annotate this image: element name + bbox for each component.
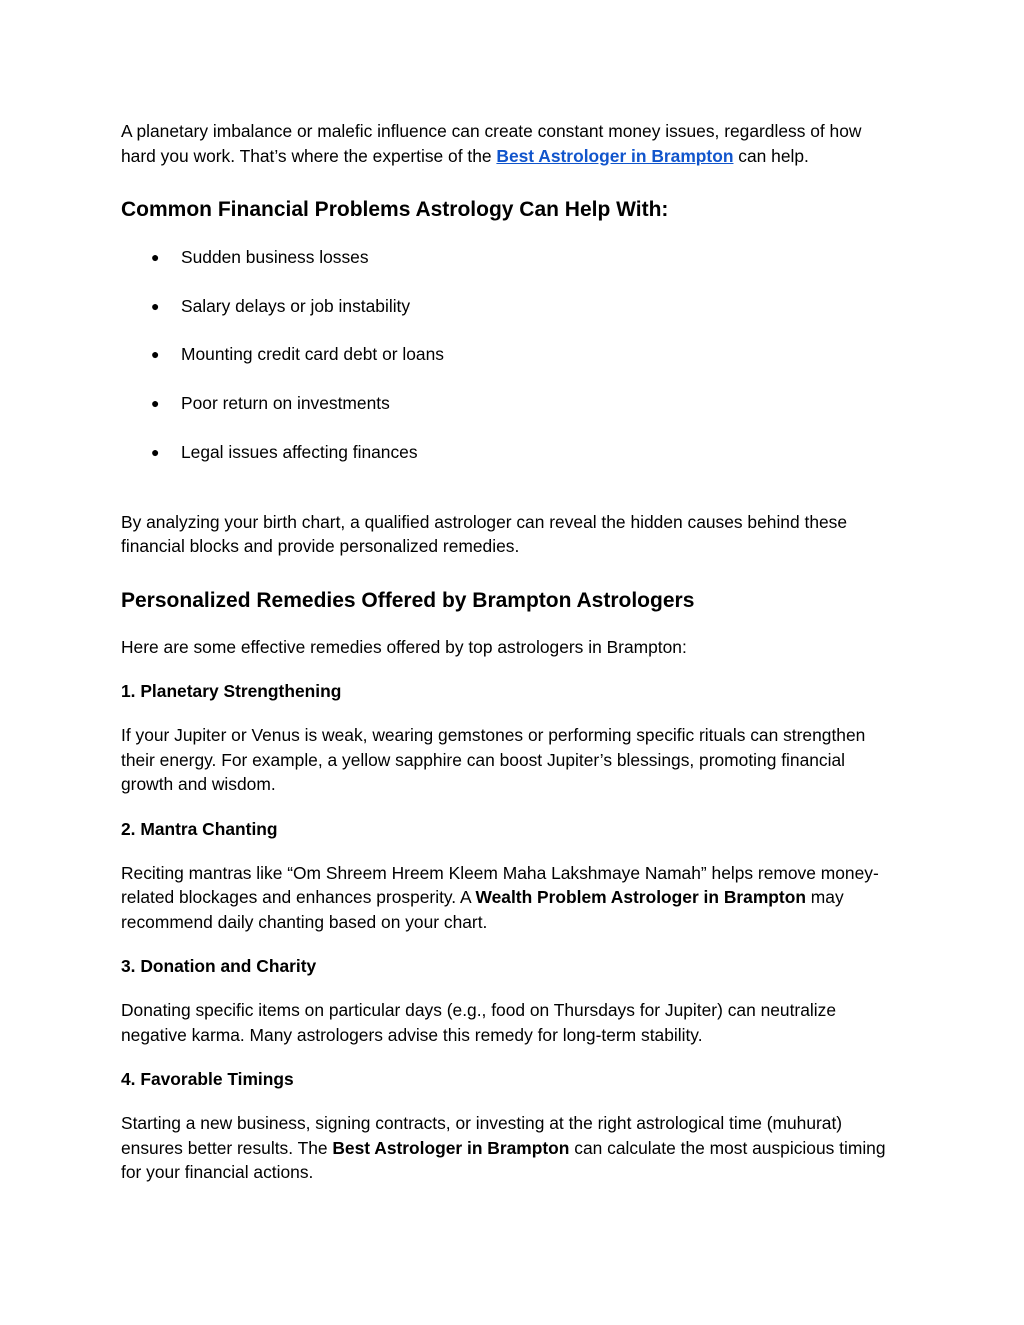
list-item-text: Legal issues affecting finances <box>181 441 418 462</box>
remedy-text-timings <box>121 1111 901 1185</box>
list-item <box>121 391 901 415</box>
remedy-title-planetary: 1. Planetary Strengthening <box>121 681 342 702</box>
remedy-title-donation: 3. Donation and Charity <box>121 956 317 977</box>
bullet-icon: ● <box>151 297 160 314</box>
list-item <box>121 342 901 366</box>
intro-text-after: can help. <box>733 145 809 166</box>
remedies-heading: Personalized Remedies Offered by Brampton Astrologers <box>121 588 695 612</box>
problems-list-wrap <box>121 245 901 464</box>
mantra-text-before: Reciting mantras like “Om Shreem Hreem Kleem Maha Lakshmaye Namah” helps remove money-related blockages and enhances prosperity. A <box>121 862 879 908</box>
analysis-paragraph: By analyzing your birth chart, a qualified astrologer can reveal the hidden causes behind these financial blocks and provide personalized remedies. <box>121 511 848 557</box>
timings-text-before: Starting a new business, signing contracts, or investing at the right astrological time (muhurat) ensures better results. The <box>121 1113 843 1158</box>
list-item <box>121 245 901 269</box>
remedy-text-donation: Donating specific items on particular days (e.g., food on Thursdays for Jupiter) can neutralize negative karma. Many astrologers advise this remedy for long-term stability. <box>121 1000 836 1045</box>
remedy-title-mantra: 2. Mantra Chanting <box>121 818 278 839</box>
list-item-text: Sudden business losses <box>181 247 369 267</box>
list-item-text: Poor return on investments <box>181 393 390 414</box>
document-page <box>121 119 901 1185</box>
remedy-text-mantra <box>121 861 901 935</box>
best-astrologer-bold: Best Astrologer in Brampton <box>332 1137 570 1158</box>
common-problems-heading: Common Financial Problems Astrology Can Help With: <box>121 198 669 221</box>
best-astrologer-link[interactable]: Best Astrologer in Brampton <box>496 145 734 166</box>
list-item-text: Mounting credit card debt or loans <box>181 344 444 365</box>
list-item <box>121 440 901 464</box>
mantra-text-after: may recommend daily chanting based on your chart. <box>121 887 844 932</box>
remedy-title-timings: 4. Favorable Timings <box>121 1069 294 1090</box>
intro-paragraph <box>121 119 901 168</box>
list-item-text: Salary delays or job instability <box>181 295 411 316</box>
timings-text-after: can calculate the most auspicious timing for your financial actions. <box>121 1137 886 1183</box>
bullet-icon: ● <box>151 443 160 460</box>
remedy-text-planetary: If your Jupiter or Venus is weak, wearing gemstones or performing specific rituals can strengthen their energy. For example, a yellow sapphire can boost Jupiter’s blessings, promoting financial growth and wisdom. <box>121 725 866 795</box>
list-item <box>121 294 901 318</box>
problems-list <box>121 245 901 464</box>
bullet-icon: ● <box>151 346 160 363</box>
bullet-icon: ● <box>151 395 160 412</box>
wealth-astrologer-bold: Wealth Problem Astrologer in Brampton <box>475 887 806 908</box>
intro-text-before: A planetary imbalance or malefic influence can create constant money issues, regardless of how hard you work. That’s where the expertise of the <box>121 121 862 166</box>
bullet-icon: ● <box>151 249 160 265</box>
remedies-intro: Here are some effective remedies offered by top astrologers in Brampton: <box>121 636 687 657</box>
